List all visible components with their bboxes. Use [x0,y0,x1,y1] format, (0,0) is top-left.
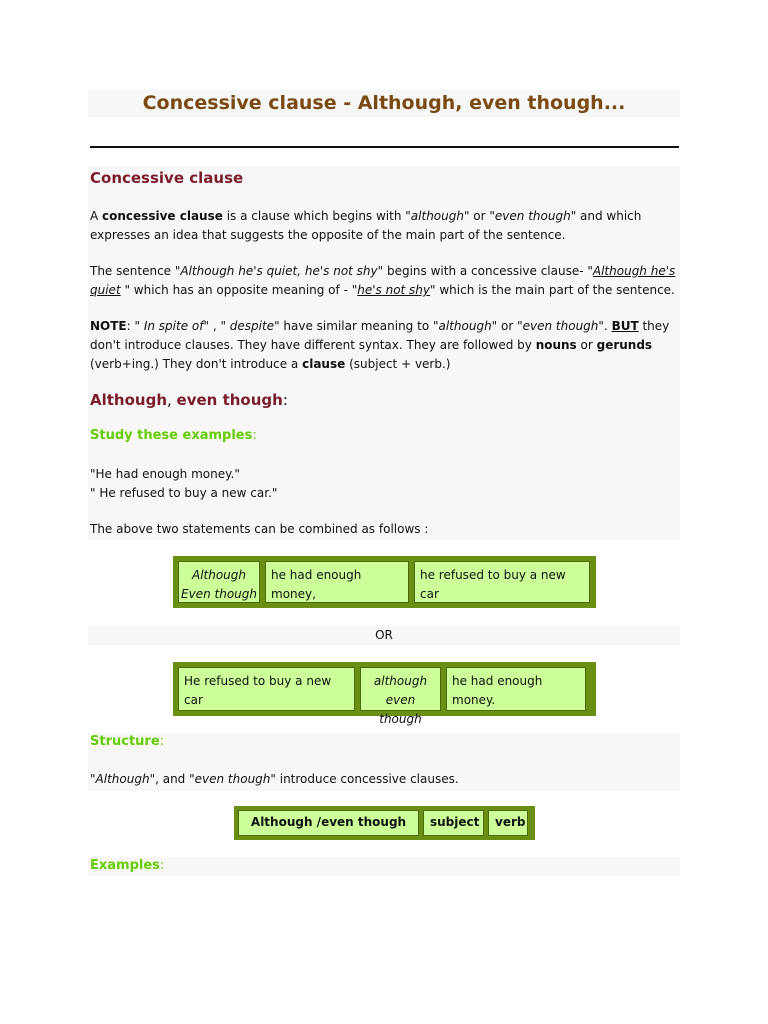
example-table-2 [173,662,596,726]
structure-table [234,806,535,840]
study-examples-heading: Study these examples: [90,428,257,443]
table1-cell-clause: he had enough money, [265,561,409,603]
table1-cell-main: he refused to buy a new car [414,561,590,603]
or-separator: OR [88,626,680,645]
table1-cell-conjunction: Although Even though [178,561,260,603]
structure-cell-verb: verb [488,810,528,836]
structure-cell-conjunction: Although /even though [238,810,419,836]
page-title: Concessive clause - Although, even though... [142,92,626,114]
table2-cell-conjunction: although even though [360,667,441,711]
example-sentence-paragraph: The sentence "Although he's quiet, he's not shy" begins with a concessive clause- "Although he's quiet " which has an opposite meaning of - "he's not shy" which is the main part of the sentence. [90,264,676,297]
horizontal-rule [90,146,679,148]
example-line-1: "He had enough money." [90,467,240,481]
structure-text: "Although", and "even though" introduce concessive clauses. [90,772,459,786]
table2-cell-clause: he had enough money. [446,667,586,711]
table2-cell-main: He refused to buy a new car [178,667,355,711]
examples-heading: Examples: [90,858,165,873]
example-line-2: " He refused to buy a new car." [90,486,278,500]
examples-band [88,857,680,876]
definition-paragraph: A concessive clause is a clause which begins with "although" or "even though" and which expresses an idea that suggests the opposite of the main part of the sentence. [90,209,642,242]
note-paragraph: NOTE: " In spite of" , " despite" have similar meaning to "although" or "even though". BUT they don't introduce clauses. They have different syntax. They are followed by nouns or gerunds (verb+ing.) They don't introduce a clause (subject + verb.) [90,319,670,371]
structure-heading: Structure: [90,734,165,749]
but-label: BUT [611,319,639,333]
section-heading-concessive-clause: Concessive clause [90,169,244,187]
section-heading-although: Although, even though: [90,391,288,409]
note-label: NOTE [90,319,127,333]
example-table-1 [173,556,596,608]
structure-cell-subject: subject [423,810,484,836]
combined-text: The above two statements can be combined as follows : [90,522,429,536]
